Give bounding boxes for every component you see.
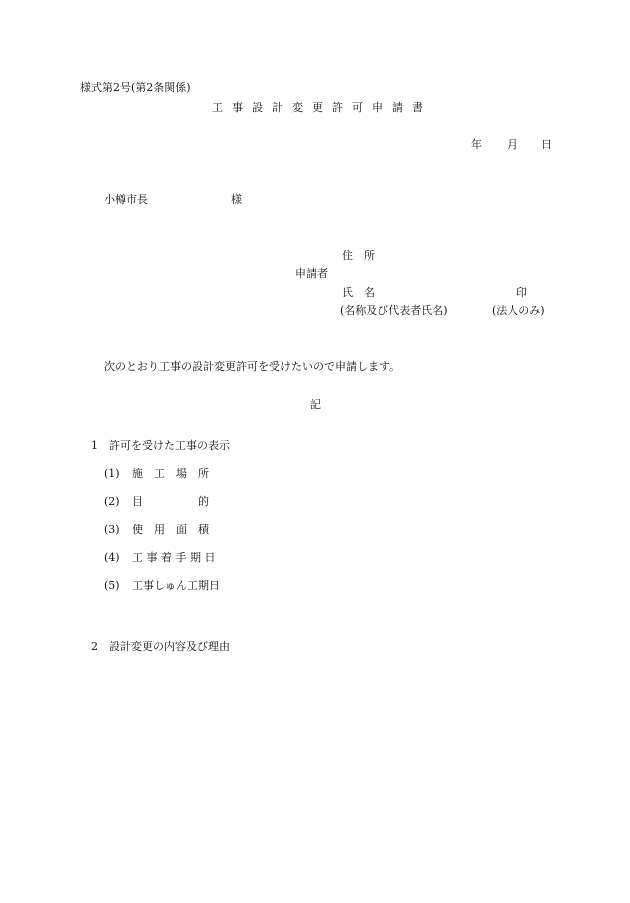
applicant-label: 申請者 [295,267,328,280]
section-2-heading: 2 設計変更の内容及び理由 [91,640,230,653]
date-year: 年 [471,138,482,151]
body-text: 次のとおり工事の設計変更許可を受けたいので申請します。 [104,360,401,373]
name-note: (名称及び代表者氏名) [340,304,448,317]
section-1-heading: 1 許可を受けた工事の表示 [91,439,230,452]
seal-mark: 印 [516,286,527,299]
item-number: (2) [104,495,120,508]
item-number: (5) [104,579,120,592]
item-label: 工 事 着 手 期 日 [132,551,216,564]
item-number: (4) [104,551,120,564]
name-label: 氏 名 [342,286,375,299]
document-title: 工事設計変更許可申請書 [212,101,432,114]
address-label: 住 所 [342,249,375,262]
form-number: 様式第2号(第2条関係) [80,81,191,94]
item-number: (3) [104,523,120,536]
item-label: 使 用 面 積 [132,523,209,536]
date-month: 月 [507,138,518,151]
addressee-name: 小樽市長 [104,193,148,206]
item-label: 施 工 場 所 [132,467,209,480]
item-number: (1) [104,467,120,480]
date-day: 日 [541,138,552,151]
item-label: 工事しゅん工期日 [132,579,220,592]
item-label: 目 的 [132,495,209,508]
ki-heading: 記 [310,398,321,411]
seal-note: (法人のみ) [492,304,545,317]
addressee-honorific: 様 [231,193,242,206]
